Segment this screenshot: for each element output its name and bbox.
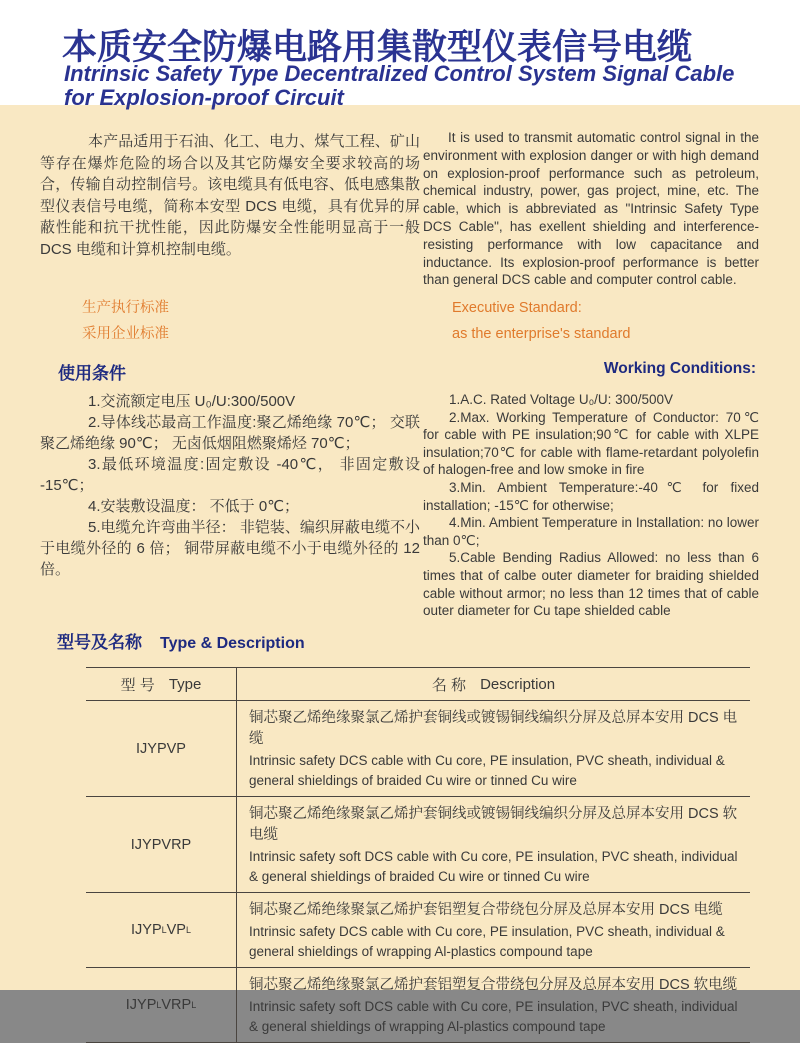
- cable-description: [237, 701, 750, 796]
- type-description-heading-zh: 型号及名称: [57, 633, 142, 652]
- cable-description-zh: 铜芯聚乙烯绝缘聚氯乙烯护套铜线或镀锡铜线编织分屏及总屏本安用 DCS 软电缆: [249, 806, 738, 843]
- cable-description: [237, 893, 750, 967]
- standard-line: 生产执行标准: [82, 300, 169, 316]
- list-item: 5.电缆允许弯曲半径： 非铠装、编织屏蔽电缆不小于电缆外径的 6 倍； 铜带屏蔽电缆不小于电缆外径的 12 倍。: [40, 519, 420, 578]
- working-conditions-list-zh: [40, 391, 420, 580]
- page-title-en: [64, 62, 764, 110]
- table-row: [86, 701, 750, 797]
- list-item: 3.最低环境温度:固定敷设 -40℃， 非固定敷设 -15℃；: [40, 456, 420, 494]
- list-item: 1.交流额定电压 U₀/U:300/500V: [88, 393, 296, 410]
- cable-description-en: Intrinsic safety DCS cable with Cu core, PE insulation, PVC sheath, individual & general shieldings of wrapping Al-plastics compound tape: [249, 924, 725, 959]
- page-title-zh: 本质安全防爆电路用集散型仪表信号电缆: [62, 28, 693, 67]
- table-header-description: [237, 668, 750, 700]
- page-title-en-line1: Intrinsic Safety Type Decentralized Control System Signal Cable: [64, 61, 735, 86]
- cable-description-en: Intrinsic safety soft DCS cable with Cu core, PE insulation, PVC sheath, individual & general shieldings of wrapping Al-plastics compound tape: [249, 999, 738, 1034]
- cable-description: [237, 797, 750, 892]
- cable-description-zh: 铜芯聚乙烯绝缘聚氯乙烯护套铝塑复合带绕包分屏及总屏本安用 DCS 电缆: [249, 902, 723, 918]
- cable-type-code: IJYPVRP: [86, 797, 237, 892]
- table-header-type-en: Type: [168, 675, 202, 693]
- cable-type-code: IJYP L VP L: [86, 893, 237, 967]
- list-item: 4.Min. Ambient Temperature in Installation: no lower than 0℃;: [423, 515, 759, 548]
- standard-line: Executive Standard:: [452, 300, 582, 316]
- list-item: 2.导体线芯最高工作温度:聚乙烯绝缘 70℃； 交联聚乙烯绝缘 90℃； 无卤低烟阻燃聚烯烃 70℃；: [40, 414, 420, 452]
- list-item: 5.Cable Bending Radius Allowed: no less than 6 times that of calbe outer diameter for braiding shielded cable without armor; no less than 12 times that of cable outer diameter for Cu tape shielded cable: [423, 550, 759, 619]
- type-description-heading-en: Type & Description: [160, 635, 305, 652]
- table-header-type: [86, 668, 237, 700]
- standard-line: as the enterprise's standard: [452, 326, 631, 342]
- cable-description-en: Intrinsic safety DCS cable with Cu core, PE insulation, PVC sheath, individual & general shieldings of braided Cu wire or tinned Cu wire: [249, 753, 725, 788]
- cable-type-code: IJYP L VRP L: [86, 968, 237, 1042]
- list-item: 3.Min. Ambient Temperature:-40℃ for fixed installation; -15℃ for otherwise;: [423, 479, 759, 513]
- cable-description-zh: 铜芯聚乙烯绝缘聚氯乙烯护套铝塑复合带绕包分屏及总屏本安用 DCS 软电缆: [249, 977, 738, 993]
- executive-standard-zh: [82, 295, 169, 347]
- cable-description: [237, 968, 750, 1042]
- type-description-heading: [57, 628, 305, 653]
- cable-description-en: Intrinsic safety soft DCS cable with Cu core, PE insulation, PVC sheath, individual & general shieldings of braided Cu wire or tinned Cu wire: [249, 849, 738, 884]
- cable-type-code: IJYPVP: [86, 701, 237, 796]
- table-header-type-zh: 型 号: [120, 676, 155, 694]
- table-header-description-en: Description: [480, 675, 556, 693]
- executive-standard-en: [452, 295, 630, 347]
- list-item: 2.Max. Working Temperature of Conductor: 70℃ for cable with PE insulation;90℃ for cable with XLPE insulation;70℃ for cable with flame-retardant polyolefin of halogen-free and low smoke in fire: [423, 409, 759, 478]
- working-conditions-list-en: [423, 391, 759, 620]
- intro-paragraph-en: It is used to transmit automatic control signal in the environment with explosion danger or with high demand on explosion-proof performance such as petroleum, chemical industry, power, gas project, mine, etc. The cable, which is abbreviated as "Intrinsic Safety Type DCS Cable", has exellent shielding and interference-resisting performance with low capacitance and inductance. Its explosion-proof performance is better than general DCS cable and computer control cable.: [423, 130, 759, 288]
- table-header-row: [86, 668, 750, 701]
- table-row: [86, 893, 750, 968]
- page-title-en-line2: for Explosion-proof Circuit: [64, 85, 344, 110]
- list-item: 1.A.C. Rated Voltage U₀/U: 300/500V: [449, 392, 673, 407]
- working-conditions-heading-zh: 使用条件: [58, 364, 126, 383]
- standard-line: 采用企业标准: [82, 326, 169, 342]
- intro-paragraph-zh: 本产品适用于石油、化工、电力、煤气工程、矿山等存在爆炸危险的场合以及其它防爆安全要求较高的场合，传输自动控制信号。该电缆具有低电容、低电感集散型仪表信号电缆，简称本安型 DCS 电缆，具有优异的屏蔽性能和抗干扰性能，因此防爆安全性能明显高于一般 DCS 电缆和计算机控制电缆。: [40, 133, 420, 258]
- cable-description-zh: 铜芯聚乙烯绝缘聚氯乙烯护套铜线或镀锡铜线编织分屏及总屏本安用 DCS 电缆: [249, 710, 738, 747]
- type-description-table: [86, 667, 750, 1043]
- table-row: [86, 797, 750, 893]
- working-conditions-heading-en: Working Conditions:: [603, 360, 756, 377]
- table-row: [86, 968, 750, 1043]
- table-header-description-zh: 名 称: [431, 676, 467, 694]
- list-item: 4.安装敷设温度： 不低于 0℃；: [88, 498, 300, 515]
